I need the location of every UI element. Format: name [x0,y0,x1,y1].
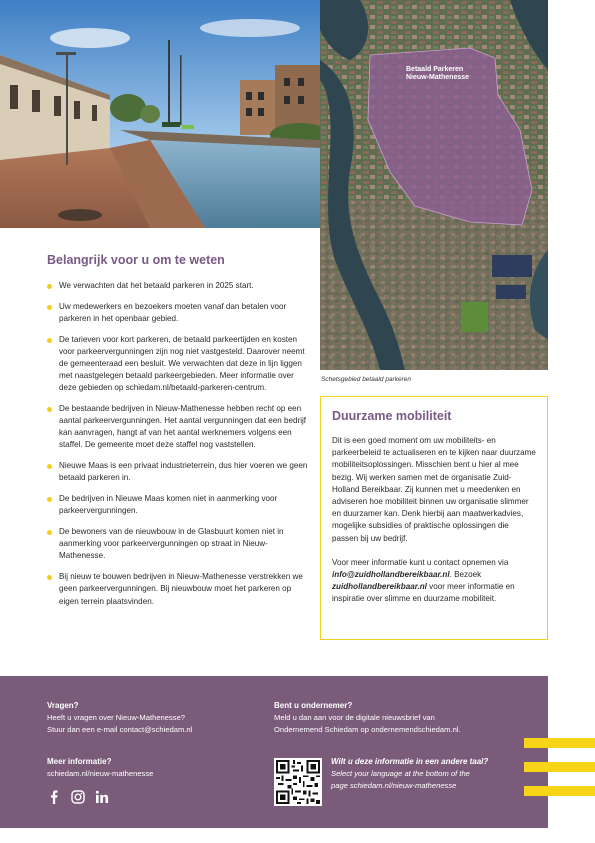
aerial-map-illustration [320,0,548,370]
contact-text-middle: . Bezoek [449,570,482,580]
mobility-contact-paragraph [332,557,537,606]
contact-text: Voor meer informatie kunt u contact opnemen via [332,557,509,567]
important-list [47,280,311,616]
website-link[interactable]: zuidhollandbereikbaar.nl [332,582,427,592]
canal-street-photo [0,0,320,228]
stripe-decoration [524,762,595,772]
email-link[interactable]: info@zuidhollandbereikbaar.nl [332,570,450,580]
social-links [47,790,109,804]
entrepreneur-title: Bent u ondernemer? [274,701,353,710]
bullet-icon [47,530,52,535]
entrepreneur-block [274,700,461,736]
list-item [47,526,311,562]
stripe-decoration [524,738,595,748]
footer [0,676,548,828]
important-section-title: Belangrijk voor u om te weten [47,253,225,267]
map-label-line1: Betaald Parkeren [406,66,464,73]
questions-line: Heeft u vragen over Nieuw-Mathenesse? [47,713,186,722]
bullet-icon [47,305,52,310]
bullet-icon [47,284,52,289]
list-item-text: Nieuwe Maas is een privaat industrieterrein, dus hier voeren we geen betaald parkeren in. [59,461,308,483]
more-info-block [47,756,153,780]
entrepreneur-line: Meld u dan aan voor de digitale nieuwsbrief van [274,713,435,722]
instagram-icon[interactable] [71,790,85,804]
list-item [47,571,311,607]
mobility-title: Duurzame mobiliteit [332,409,452,423]
list-item [47,493,311,517]
decorative-stripes [524,738,595,810]
language-line: Select your language at the bottom of the [331,769,470,778]
list-item [47,460,311,484]
list-item-text: De bestaande bedrijven in Nieuw-Mathenesse hebben recht op een aantal parkeervergunningen. Het aantal vergunningen dat een bedrijf kan aanvragen, hangt af van het aantal werknemers volgens een staffel. De gemeente moet deze staffel nog vaststellen. [59,404,307,450]
list-item [47,280,311,292]
stripe-decoration [524,786,595,796]
bullet-icon [47,464,52,469]
list-item [47,301,311,325]
map-label-line2: Nieuw-Mathenesse [406,74,470,81]
list-item [47,403,311,451]
list-item [47,334,311,394]
qr-code-icon [274,758,322,806]
facebook-icon[interactable] [47,790,61,804]
bullet-icon [47,497,52,502]
aerial-map [320,0,548,370]
bullet-icon [47,407,52,412]
canal-street-illustration [0,0,320,228]
contact-text-end: voor meer informatie en inspiratie over slimme en duurzame mobiliteit. [332,582,515,604]
linkedin-icon[interactable] [95,790,109,804]
list-item-text: De tarieven voor kort parkeren, de betaald parkeertijden en kosten voor parkeervergunningen zijn nog niet vastgesteld. Daarover neemt de gemeenteraad een besluit. We verwachten dat deze in lijn liggen met naastgelegen betaald parkeergebieden. Meer informatie over deze gebieden op schiedam.nl/betaald-parkeren-centrum. [59,334,305,393]
language-link[interactable]: page schiedam.nl/nieuw-mathenesse [331,781,457,790]
list-item-text: Uw medewerkers en bezoekers moeten vanaf dan betalen voor parkeren in het openbaar gebied. [59,301,287,323]
bullet-icon [47,338,52,343]
list-item-text: De bedrijven in Nieuwe Maas komen niet in aanmerking voor parkeervergunningen. [59,494,278,516]
map-caption: Schetsgebied betaald parkeren [321,376,411,383]
list-item-text: We verwachten dat het betaald parkeren in 2025 start. [59,281,254,290]
mobility-box [320,396,548,640]
language-title: Wilt u deze informatie in een andere taal? [331,757,489,766]
list-item-text: Bij nieuw te bouwen bedrijven in Nieuw-Mathenesse verstrekken we geen parkeervergunningen. Bij nieuwbouw moet het parkeren op eigen terrein plaatsvinden. [59,572,303,606]
mobility-paragraph: Dit is een goed moment om uw mobiliteits- en parkeerbeleid te actualiseren en te kijken naar duurzame mobiliteitsoplossingen. Misschien bent u hier al mee bezig. Wij werken samen met de organisatie Zuid-Holland Bereikbaar. Zij kunnen met u meedenken en adviseren hoe mobiliteit binnen uw organisatie slimmer en duurzamer kan. Denk hierbij aan maatwerkadvies, mogelijke subsidies of praktische oplossingen die passen bij uw bedrijf. [332,436,536,543]
bullet-icon [47,575,52,580]
qr-code[interactable] [274,758,322,806]
list-item-text: De bewoners van de nieuwbouw in de Glasbuurt komen niet in aanmerking voor parkeervergunningen op straat in Nieuw-Mathenesse. [59,527,284,561]
more-info-link[interactable]: schiedam.nl/nieuw-mathenesse [47,769,154,778]
questions-title: Vragen? [47,701,79,710]
questions-email[interactable]: Stuur dan een e-mail contact@schiedam.nl [47,725,193,734]
entrepreneur-link[interactable]: Ondernemend Schiedam op ondernemendschiedam.nl. [274,725,461,734]
questions-block [47,700,192,736]
language-block [331,756,488,792]
more-info-title: Meer informatie? [47,757,112,766]
